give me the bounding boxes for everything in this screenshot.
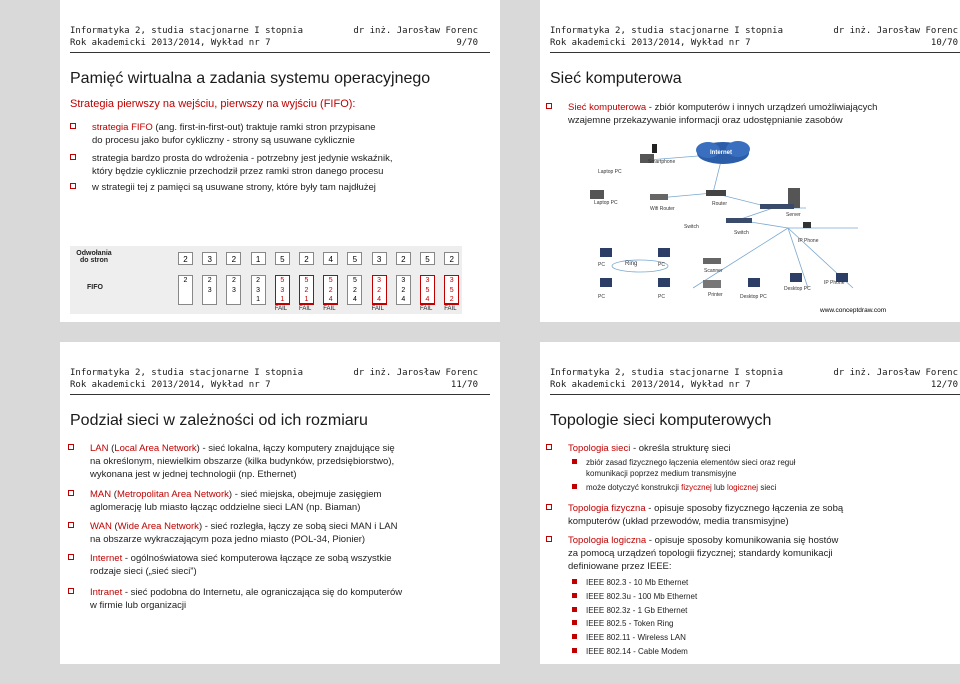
frame-value (227, 295, 240, 305)
term: strategia FIFO (92, 122, 153, 133)
switch-label: Switch (734, 230, 749, 236)
wifi-router-label: Wifi Router (650, 206, 675, 212)
ieee-standard-item (586, 632, 960, 643)
text: komunikacji poprzez medium transmisyjne (586, 469, 737, 478)
frame-column (323, 275, 338, 305)
text: wykonana jest w jednej technologii (np. Ethernet) (90, 469, 297, 480)
text: na obszarze wykraczającym poza jedno miasto (POL-34, Pionier) (90, 534, 366, 545)
text: może dotyczyć konstrukcji (586, 483, 682, 492)
text: definiowane przez IEEE: (568, 561, 672, 572)
slide-header (60, 342, 500, 392)
term: Internet (90, 553, 123, 564)
divider (550, 52, 960, 53)
bullet-box-icon (68, 444, 74, 450)
ip-phone-icon (803, 222, 811, 228)
desktop-label: Desktop PC (784, 286, 811, 292)
frame-value: 5 (304, 277, 309, 284)
bullet-square-icon (572, 459, 577, 464)
text: IEEE 802.11 - Wireless LAN (586, 633, 686, 643)
frame-value: 4 (377, 296, 382, 303)
term: Topologia logiczna (568, 535, 647, 546)
bullet-logical (568, 534, 960, 573)
text: IEEE 802.5 - Token Ring (586, 619, 674, 629)
bullet-box-icon (70, 154, 76, 160)
bullet-square-icon (572, 579, 577, 584)
frame-value: 5 (425, 286, 430, 294)
fail-label: FAIL (323, 306, 336, 312)
text: IEEE 802.3u - 100 Mb Ethernet (586, 591, 698, 601)
refs-label-line2: do stron (80, 257, 108, 264)
text: - określa strukturę sieci (630, 443, 731, 454)
fail-label: FAIL (420, 306, 433, 312)
term-expansion: Metropolitan Area Network (116, 489, 229, 500)
frame-column (275, 275, 290, 305)
frame-value: 1 (304, 296, 309, 303)
fail-label: FAIL (274, 306, 288, 312)
text: wzajemne przekazywanie informacji oraz udostępnianie zasobów (568, 115, 843, 126)
pc-label: PC (658, 294, 665, 300)
frame-value: 4 (352, 296, 357, 303)
page-number: 9/70 (456, 38, 478, 48)
text: rodzaje sieci („sieć sieci”) (90, 566, 197, 577)
ieee-standard-item (586, 577, 960, 588)
bullet-square-icon (572, 607, 577, 612)
year-text: Rok akademicki 2013/2014, Wykład nr 7 (550, 380, 751, 390)
ieee-standard-item (586, 591, 960, 602)
bullet-topology (568, 442, 960, 455)
term: Intranet (90, 587, 123, 598)
text: ( (111, 489, 117, 500)
frame-value: 3 (207, 286, 212, 294)
network-links (648, 153, 858, 288)
printer-icon (703, 280, 721, 288)
frame-column (251, 275, 266, 305)
term: fizycznej (681, 483, 712, 492)
frame-value: 2 (352, 286, 357, 294)
page-ref-cell: 2 (226, 252, 241, 265)
slide-header (540, 342, 960, 392)
frame-column (347, 275, 362, 305)
text: strategia bardzo prosta do wdrożenia - potrzebny jest jedynie wskaźnik, (92, 153, 393, 164)
network-type-item (90, 520, 490, 546)
bullet-box-icon (70, 123, 76, 129)
ieee-standard-item (586, 605, 960, 616)
frame-value: 4 (425, 296, 430, 303)
router-icon (706, 190, 726, 196)
bullet-box-icon (68, 522, 74, 528)
page-ref-cell: 3 (372, 252, 387, 265)
course-text: Informatyka 2, studia stacjonarne I stopnia (70, 368, 303, 378)
divider (70, 52, 490, 53)
bullet-physical (568, 502, 960, 528)
frame-value: 2 (401, 286, 406, 294)
bullet-square-icon (572, 648, 577, 653)
fifo-label: FIFO (87, 284, 103, 291)
page-number: 10/70 (930, 38, 958, 48)
frame-value: 3 (401, 277, 406, 284)
refs-label (76, 250, 112, 264)
bullet-box-icon (68, 554, 74, 560)
term: MAN (90, 489, 112, 500)
page-ref-cell: 4 (323, 252, 338, 265)
bullet-square-icon (572, 620, 577, 625)
refs-label-line1: Odwołania (76, 250, 112, 257)
page-ref-cell: 5 (275, 252, 290, 265)
bullet-box-icon (68, 490, 74, 496)
frame-column (178, 275, 193, 305)
frame-value: 1 (256, 296, 261, 303)
page-number: 12/70 (930, 380, 958, 390)
router-label: Router (712, 201, 728, 207)
page-ref-cell: 2 (444, 252, 459, 265)
server-label: Server (786, 212, 801, 218)
author-text: dr inż. Jarosław Forenc (833, 368, 958, 378)
term: WAN (90, 521, 112, 532)
divider (550, 394, 960, 395)
network-type-item (90, 488, 490, 514)
year-text: Rok akademicki 2013/2014, Wykład nr 7 (70, 38, 271, 48)
slide-9 (60, 0, 500, 322)
scanner-label: Scanner (704, 268, 723, 274)
author-text: dr inż. Jarosław Forenc (353, 368, 478, 378)
frame-value: 4 (401, 296, 406, 303)
frame-value: 2 (183, 277, 188, 284)
switch-icon (760, 204, 794, 209)
text: komputerów (układ przewodów, media transmisyjne) (568, 516, 789, 527)
text: - opisuje sposoby fizycznego łączenia ze sobą (645, 503, 844, 514)
text: IEEE 802.3z - 1 Gb Ethernet (586, 605, 688, 615)
frame-value: 2 (449, 296, 454, 303)
pc-label: PC (598, 294, 605, 300)
slide-10 (540, 0, 960, 322)
fifo-table (70, 246, 462, 314)
text: - opisuje sposoby komunikowania się hostów (646, 535, 839, 546)
frame-column (202, 275, 217, 305)
bullet-simple (92, 152, 492, 178)
bullet-square-icon (572, 484, 577, 489)
slide-header (540, 0, 960, 50)
text: który będzie cyklicznie przechodził przez ramki stron danego procesu (92, 166, 384, 177)
text: ) - sieć miejska, obejmuje zasięgiem (228, 489, 382, 500)
page-ref-cell: 2 (299, 252, 314, 265)
frame-value: 3 (377, 277, 382, 284)
year-text: Rok akademicki 2013/2014, Wykład nr 7 (70, 380, 271, 390)
text: w firmie lub organizacji (90, 600, 187, 611)
term: logicznej (726, 483, 759, 492)
ieee-standard-item (586, 646, 960, 657)
frame-value: 3 (256, 286, 261, 294)
network-type-item (90, 586, 490, 612)
slide-title: Topologie sieci komputerowych (550, 412, 772, 429)
ip-phone-label: IP Phone (798, 238, 819, 244)
text: IEEE 802.14 - Cable Modem (586, 647, 688, 656)
text: ( (111, 521, 118, 532)
text: na określonym, niewielkim obszarze (kilka budynków, przedsiębiorstwo), (90, 456, 395, 467)
network-type-item (90, 552, 490, 578)
frame-value: 5 (352, 277, 357, 284)
frame-column (372, 275, 387, 305)
smartphone-icon (652, 144, 657, 153)
text: aglomerację lub miasto łącząc oddzielne sieci LAN (np. Biaman) (90, 502, 361, 513)
text: (ang. first-in-first-out) traktuje ramki stron przypisane (152, 122, 376, 133)
frame-column (444, 275, 459, 305)
course-text: Informatyka 2, studia stacjonarne I stopnia (550, 368, 783, 378)
bullet-network (568, 101, 960, 127)
frame-value: 2 (304, 286, 309, 294)
frame-value: 3 (280, 286, 285, 294)
term: Topologia sieci (568, 443, 631, 454)
text: zbiór zasad fizycznego łączenia elementów sieci oraz reguł (586, 458, 796, 467)
wifi-router-icon (650, 194, 668, 200)
text: IEEE 802.3 - 10 Mb Ethernet (586, 578, 689, 587)
bullet-box-icon (70, 183, 76, 189)
slide-11 (60, 342, 500, 664)
slide-title: Pamięć wirtualna a zadania systemu operacyjnego (70, 70, 431, 87)
frame-value: 5 (328, 277, 333, 284)
page-number: 11/70 (450, 380, 478, 390)
page-ref-cell: 2 (178, 252, 193, 265)
page-ref-cell: 5 (347, 252, 362, 265)
year-text: Rok akademicki 2013/2014, Wykład nr 7 (550, 38, 751, 48)
slide-title: Podział sieci w zależności od ich rozmiaru (70, 412, 368, 429)
switch-icon (726, 218, 752, 223)
frame-value: 5 (280, 277, 285, 284)
frame-value: 2 (256, 277, 261, 284)
frame-value: 1 (280, 296, 285, 303)
bullet-box-icon (546, 536, 552, 542)
frame-column (299, 275, 314, 305)
pc-label: PC (598, 262, 605, 268)
frame-value: 2 (207, 277, 212, 284)
frame-value: 2 (328, 286, 333, 294)
frame-value: 3 (425, 277, 430, 284)
text: za pomocą urządzeń topologii fizycznej; standardy komunikacji (568, 548, 833, 559)
text: lub (711, 483, 727, 492)
bullet-square-icon (572, 593, 577, 598)
text: ) - sieć lokalna, łączy komputery znajdujące się (196, 443, 395, 454)
slide-title: Sieć komputerowa (550, 70, 682, 87)
slide-subtitle: Strategia pierwszy na wejściu, pierwszy na wyjściu (FIFO): (70, 98, 356, 110)
term: Topologia fizyczna (568, 503, 646, 514)
bullet-oldest (92, 181, 492, 194)
pc-icons (600, 248, 848, 287)
page-ref-cell: 2 (396, 252, 411, 265)
frame-column (420, 275, 435, 305)
desktop-label: Desktop PC (740, 294, 767, 300)
switch-label: Switch (684, 224, 699, 230)
ip-phone-label: IP Phone (824, 280, 845, 286)
pc-label: PC (658, 262, 665, 268)
course-text: Informatyka 2, studia stacjonarne I stopnia (70, 26, 303, 36)
text: - zbiór komputerów i innych urządzeń umożliwiających (646, 102, 878, 113)
text: do procesu jako bufor cykliczny - strony są usuwane cyklicznie (92, 135, 355, 146)
bullet-box-icon (546, 444, 552, 450)
network-type-item (90, 442, 490, 481)
sub-bullet-kind (586, 482, 960, 493)
frame-value: 3 (231, 286, 236, 294)
sub-bullet-rules (586, 457, 960, 479)
fail-label: FAIL (444, 306, 457, 312)
page-ref-cell: 5 (420, 252, 435, 265)
text: ) - sieć rozległa, łączy ze sobą sieci MAN i LAN (198, 521, 398, 532)
author-text: dr inż. Jarosław Forenc (833, 26, 958, 36)
frame-value: 5 (449, 286, 454, 294)
bullet-box-icon (546, 504, 552, 510)
author-text: dr inż. Jarosław Forenc (353, 26, 478, 36)
laptop-icon (590, 190, 604, 199)
frame-value (179, 295, 192, 305)
bullet-square-icon (572, 634, 577, 639)
frame-value: 2 (231, 277, 236, 284)
frame-column (396, 275, 411, 305)
frame-value (203, 295, 216, 305)
bullet-box-icon (546, 103, 552, 109)
frame-column (226, 275, 241, 305)
bullet-box-icon (68, 588, 74, 594)
term: LAN (90, 443, 109, 454)
bullet-fifo (92, 121, 492, 147)
frame-value: 4 (328, 296, 333, 303)
network-diagram (588, 138, 900, 316)
divider (70, 394, 490, 395)
internet-label: Internet (710, 150, 733, 156)
text: - sieć podobna do Internetu, ale ograniczająca się do komputerów (122, 587, 403, 598)
smartphone-label: Smartphone (648, 159, 676, 165)
scanner-icon (703, 258, 721, 264)
term-expansion: Wide Area Network (117, 521, 199, 532)
text: - ogólnoświatowa sieć komputerowa łączące ze sobą wszystkie (122, 553, 392, 564)
text: ( (108, 443, 115, 454)
slide-header (60, 0, 500, 50)
fail-label: FAIL (299, 306, 312, 312)
course-text: Informatyka 2, studia stacjonarne I stopnia (550, 26, 783, 36)
frame-value: 2 (377, 286, 382, 294)
ring-label: Ring (625, 261, 638, 267)
text: sieci (758, 483, 777, 492)
printer-label: Printer (708, 292, 723, 298)
ieee-standard-item (586, 618, 960, 629)
source-label: www.conceptdraw.com (820, 307, 887, 314)
term: Sieć komputerowa (568, 102, 647, 113)
slide-12 (540, 342, 960, 664)
frame-value (179, 286, 192, 296)
term-expansion: Local Area Network (114, 443, 197, 454)
page-ref-cell: 3 (202, 252, 217, 265)
laptop-label: Laptop PC (594, 200, 618, 206)
frame-value: 3 (449, 277, 454, 284)
laptop-label: Laptop PC (598, 169, 622, 175)
fail-label: FAIL (371, 306, 384, 312)
text: w strategii tej z pamięci są usuwane strony, które były tam najdłużej (92, 182, 376, 193)
page-ref-cell: 1 (251, 252, 266, 265)
